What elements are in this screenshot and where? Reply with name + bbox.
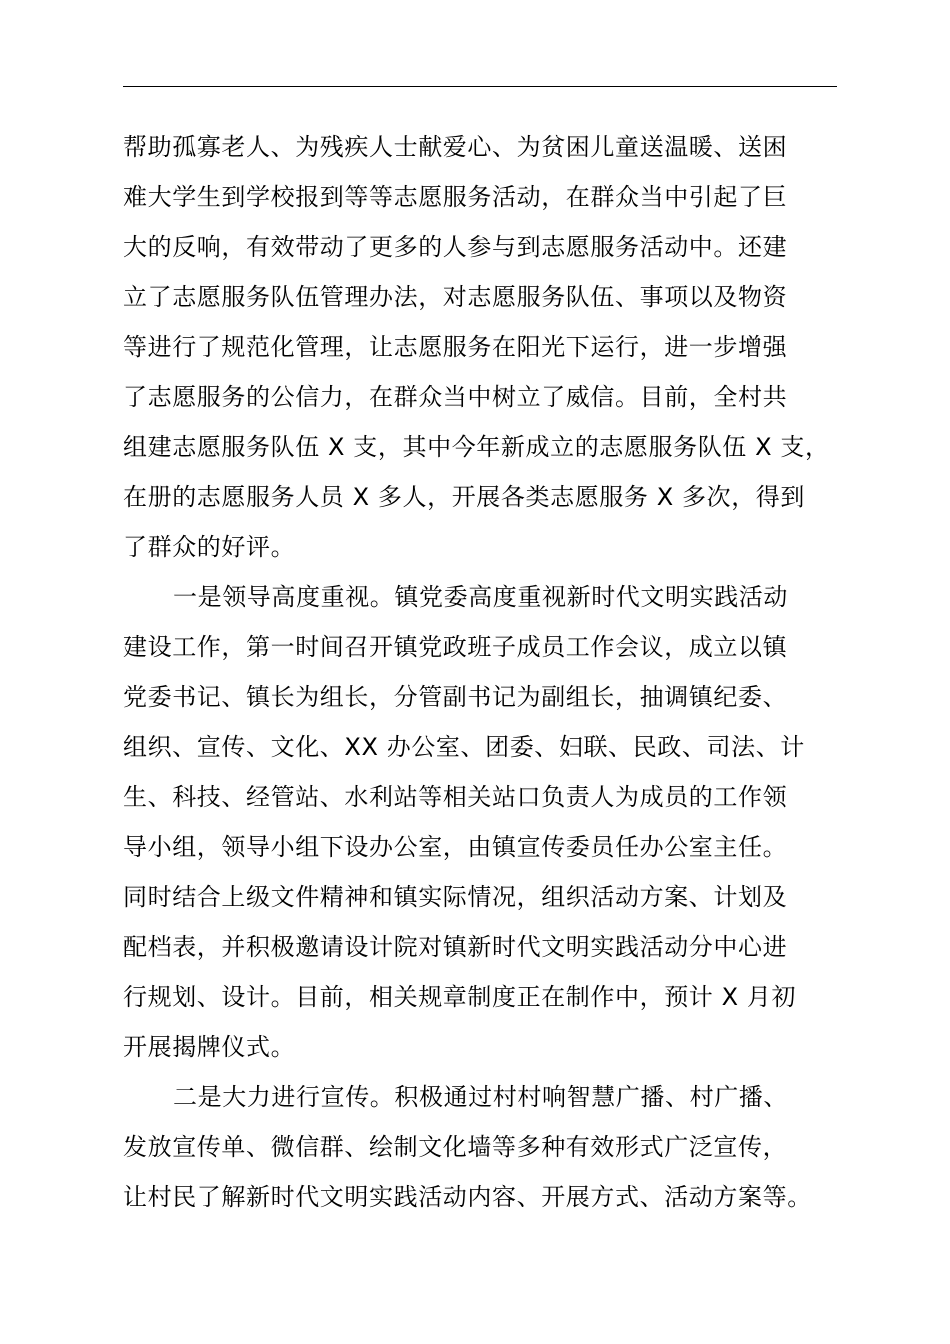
text-line: 在册的志愿服务人员 X 多人，开展各类志愿服务 X 多次，得到 bbox=[123, 483, 805, 511]
text-line: 建设工作，第一时间召开镇党政班子成员工作会议，成立以镇 bbox=[123, 633, 788, 661]
text-line-first: 二是大力进行宣传。积极通过村村响智慧广播、村广播、 bbox=[173, 1083, 788, 1111]
text-line: 开展揭牌仪式。 bbox=[123, 1033, 296, 1061]
text-line-first: 一是领导高度重视。镇党委高度重视新时代文明实践活动 bbox=[173, 583, 788, 611]
document-body bbox=[123, 122, 837, 1222]
text-line: 同时结合上级文件精神和镇实际情况，组织活动方案、计划及 bbox=[123, 883, 788, 911]
paragraph-publicity bbox=[123, 1072, 837, 1222]
text-line: 配档表，并积极邀请设计院对镇新时代文明实践活动分中心进 bbox=[123, 933, 788, 961]
text-line: 行规划、设计。目前，相关规章制度正在制作中，预计 X 月初 bbox=[123, 983, 797, 1011]
text-line: 难大学生到学校报到等等志愿服务活动，在群众当中引起了巨 bbox=[123, 183, 788, 211]
text-line: 了志愿服务的公信力，在群众当中树立了威信。目前，全村共 bbox=[123, 383, 788, 411]
text-line: 发放宣传单、微信群、绘制文化墙等多种有效形式广泛宣传， bbox=[123, 1133, 788, 1161]
paragraph-leadership bbox=[123, 572, 837, 1072]
text-line: 立了志愿服务队伍管理办法，对志愿服务队伍、事项以及物资 bbox=[123, 283, 788, 311]
text-line: 大的反响，有效带动了更多的人参与到志愿服务活动中。还建 bbox=[123, 233, 788, 261]
header-rule bbox=[123, 86, 837, 87]
text-line: 党委书记、镇长为组长，分管副书记为副组长，抽调镇纪委、 bbox=[123, 683, 788, 711]
text-line: 让村民了解新时代文明实践活动内容、开展方式、活动方案等。 bbox=[123, 1183, 812, 1211]
paragraph-volunteer-services bbox=[123, 122, 837, 572]
text-line: 帮助孤寡老人、为残疾人士献爱心、为贫困儿童送温暖、送困 bbox=[123, 133, 788, 161]
text-line: 组织、宣传、文化、XX 办公室、团委、妇联、民政、司法、计 bbox=[123, 733, 805, 761]
text-line: 生、科技、经管站、水利站等相关站口负责人为成员的工作领 bbox=[123, 783, 788, 811]
text-line: 等进行了规范化管理，让志愿服务在阳光下运行，进一步增强 bbox=[123, 333, 788, 361]
text-line: 组建志愿服务队伍 X 支，其中今年新成立的志愿服务队伍 X 支， bbox=[123, 433, 830, 461]
text-line: 导小组，领导小组下设办公室，由镇宣传委员任办公室主任。 bbox=[123, 833, 788, 861]
text-line: 了群众的好评。 bbox=[123, 533, 296, 561]
